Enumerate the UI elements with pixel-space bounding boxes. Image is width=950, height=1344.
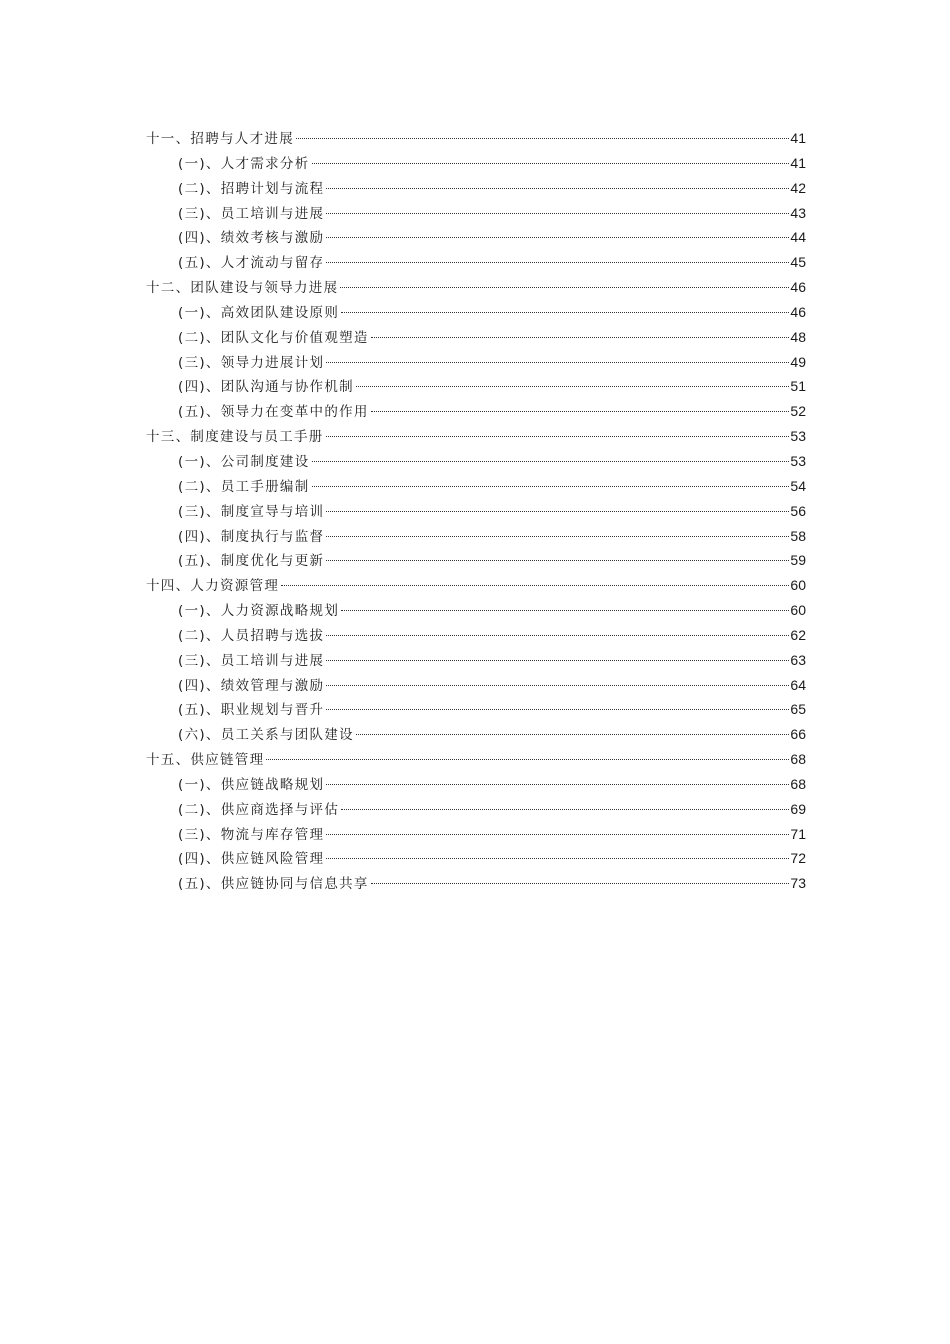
toc-section-title: 十五、供应链管理	[146, 752, 265, 769]
toc-subsection-title: (三)、制度宣导与培训	[178, 503, 325, 520]
toc-page-number: 52	[790, 403, 806, 420]
toc-page-number: 60	[790, 602, 806, 619]
toc-subsection-title: (四)、供应链风险管理	[178, 851, 325, 868]
toc-page-number: 62	[790, 626, 806, 643]
toc-subsection-entry[interactable]	[146, 623, 806, 648]
toc-page-number: 45	[790, 254, 806, 271]
toc-subsection-entry[interactable]	[146, 648, 806, 673]
toc-section-title: 十四、人力资源管理	[146, 578, 280, 595]
toc-section-entry[interactable]	[146, 275, 806, 300]
toc-subsection-entry[interactable]	[146, 772, 806, 797]
toc-subsection-title: (三)、员工培训与进展	[178, 205, 325, 222]
toc-page-number: 59	[790, 552, 806, 569]
dot-leader	[356, 734, 789, 735]
dot-leader	[326, 858, 789, 859]
toc-subsection-title: (一)、供应链战略规划	[178, 776, 325, 793]
toc-page-number: 42	[790, 179, 806, 196]
toc-page-number: 43	[790, 204, 806, 221]
toc-subsection-entry[interactable]	[146, 673, 806, 698]
toc-subsection-entry[interactable]	[146, 797, 806, 822]
toc-subsection-title: (五)、制度优化与更新	[178, 553, 325, 570]
toc-page-number: 46	[790, 303, 806, 320]
toc-page-number: 68	[790, 751, 806, 768]
toc-subsection-title: (二)、人员招聘与选拔	[178, 627, 325, 644]
table-of-contents	[146, 126, 806, 896]
dot-leader	[341, 610, 789, 611]
toc-page-number: 73	[790, 875, 806, 892]
toc-section-entry[interactable]	[146, 424, 806, 449]
dot-leader	[326, 635, 789, 636]
toc-page-number: 60	[790, 577, 806, 594]
toc-subsection-entry[interactable]	[146, 225, 806, 250]
dot-leader	[326, 660, 789, 661]
dot-leader	[341, 809, 789, 810]
toc-subsection-title: (一)、人才需求分析	[178, 155, 310, 172]
dot-leader	[326, 709, 789, 710]
toc-subsection-entry[interactable]	[146, 548, 806, 573]
toc-page-number: 51	[790, 378, 806, 395]
toc-page-number: 54	[790, 477, 806, 494]
toc-subsection-title: (四)、制度执行与监督	[178, 528, 325, 545]
dot-leader	[326, 362, 789, 363]
toc-subsection-entry[interactable]	[146, 871, 806, 896]
toc-subsection-entry[interactable]	[146, 374, 806, 399]
toc-subsection-entry[interactable]	[146, 846, 806, 871]
toc-subsection-title: (二)、员工手册编制	[178, 478, 310, 495]
toc-page-number: 48	[790, 328, 806, 345]
dot-leader	[326, 213, 789, 214]
toc-section-title: 十三、制度建设与员工手册	[146, 429, 324, 446]
toc-subsection-title: (六)、员工关系与团队建设	[178, 727, 354, 744]
dot-leader	[281, 585, 789, 586]
toc-subsection-title: (四)、团队沟通与协作机制	[178, 379, 354, 396]
toc-subsection-entry[interactable]	[146, 176, 806, 201]
toc-subsection-title: (五)、供应链协同与信息共享	[178, 876, 369, 893]
toc-page-number: 71	[790, 825, 806, 842]
toc-subsection-title: (三)、员工培训与进展	[178, 652, 325, 669]
toc-page-number: 65	[790, 701, 806, 718]
toc-subsection-title: (二)、供应商选择与评估	[178, 801, 340, 818]
dot-leader	[326, 784, 789, 785]
toc-section-title: 十二、团队建设与领导力进展	[146, 280, 339, 297]
dot-leader	[341, 312, 789, 313]
dot-leader	[371, 337, 790, 338]
dot-leader	[326, 511, 789, 512]
toc-subsection-entry[interactable]	[146, 300, 806, 325]
dot-leader	[326, 834, 789, 835]
dot-leader	[371, 411, 790, 412]
dot-leader	[266, 759, 789, 760]
toc-subsection-entry[interactable]	[146, 325, 806, 350]
dot-leader	[326, 685, 789, 686]
dot-leader	[371, 883, 790, 884]
dot-leader	[312, 461, 790, 462]
toc-subsection-entry[interactable]	[146, 598, 806, 623]
toc-page-number: 66	[790, 726, 806, 743]
dot-leader	[340, 287, 789, 288]
toc-subsection-title: (二)、团队文化与价值观塑造	[178, 329, 369, 346]
toc-subsection-entry[interactable]	[146, 250, 806, 275]
toc-page-number: 41	[790, 154, 806, 171]
toc-subsection-entry[interactable]	[146, 449, 806, 474]
toc-page-number: 53	[790, 452, 806, 469]
toc-subsection-title: (四)、绩效管理与激励	[178, 677, 325, 694]
dot-leader	[326, 188, 789, 189]
toc-subsection-title: (五)、人才流动与留存	[178, 255, 325, 272]
toc-subsection-entry[interactable]	[146, 201, 806, 226]
dot-leader	[326, 560, 789, 561]
toc-page-number: 49	[790, 353, 806, 370]
toc-subsection-entry[interactable]	[146, 524, 806, 549]
toc-subsection-title: (二)、招聘计划与流程	[178, 180, 325, 197]
toc-page-number: 41	[790, 130, 806, 146]
toc-subsection-title: (一)、公司制度建设	[178, 453, 310, 470]
dot-leader	[312, 486, 790, 487]
toc-subsection-entry[interactable]	[146, 499, 806, 524]
toc-page-number: 44	[790, 229, 806, 246]
toc-subsection-title: (一)、人力资源战略规划	[178, 603, 340, 620]
toc-page-number: 63	[790, 651, 806, 668]
toc-section-title: 十一、招聘与人才进展	[146, 131, 294, 147]
toc-page-number: 69	[790, 800, 806, 817]
toc-subsection-entry[interactable]	[146, 350, 806, 375]
toc-section-entry[interactable]	[146, 573, 806, 598]
toc-page-number: 64	[790, 676, 806, 693]
toc-subsection-entry[interactable]	[146, 822, 806, 847]
toc-subsection-title: (四)、绩效考核与激励	[178, 230, 325, 247]
dot-leader	[326, 237, 789, 238]
toc-subsection-title: (三)、领导力进展计划	[178, 354, 325, 371]
toc-section-entry[interactable]	[146, 126, 806, 151]
dot-leader	[326, 436, 790, 437]
toc-subsection-entry[interactable]	[146, 722, 806, 747]
toc-page-number: 56	[790, 502, 806, 519]
dot-leader	[296, 138, 789, 139]
dot-leader	[312, 163, 790, 164]
toc-subsection-title: (五)、领导力在变革中的作用	[178, 404, 369, 421]
toc-subsection-title: (一)、高效团队建设原则	[178, 304, 340, 321]
dot-leader	[326, 536, 789, 537]
toc-subsection-entry[interactable]	[146, 399, 806, 424]
toc-page-number: 58	[790, 527, 806, 544]
toc-subsection-entry[interactable]	[146, 697, 806, 722]
toc-page-number: 53	[790, 428, 806, 445]
toc-page-number: 68	[790, 775, 806, 792]
toc-page-number: 72	[790, 850, 806, 867]
toc-subsection-title: (三)、物流与库存管理	[178, 826, 325, 843]
toc-subsection-entry[interactable]	[146, 151, 806, 176]
toc-subsection-entry[interactable]	[146, 474, 806, 499]
dot-leader	[326, 262, 789, 263]
toc-subsection-title: (五)、职业规划与晋升	[178, 702, 325, 719]
dot-leader	[356, 386, 789, 387]
toc-section-entry[interactable]	[146, 747, 806, 772]
toc-page-number: 46	[790, 279, 806, 296]
